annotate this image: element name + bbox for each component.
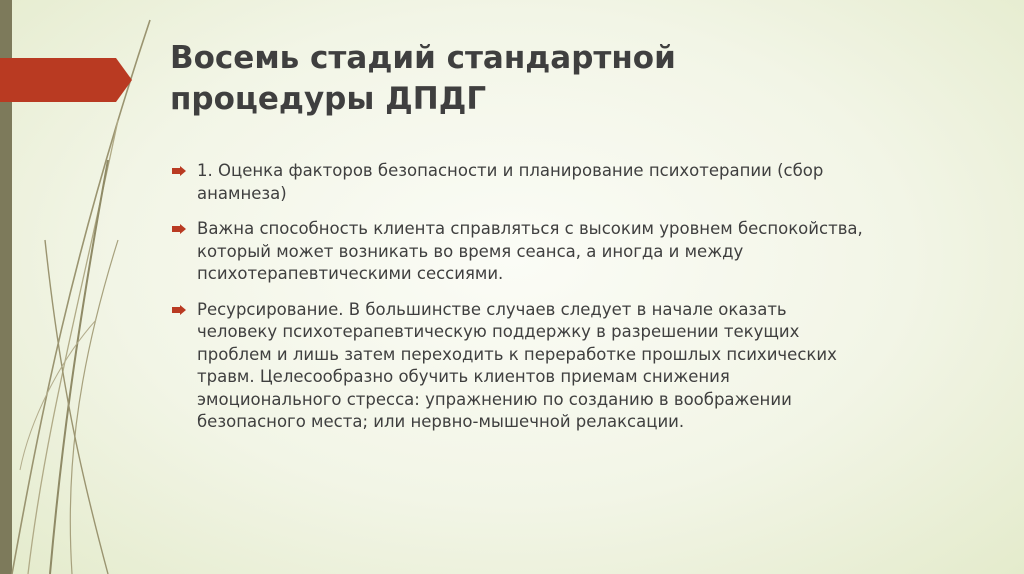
bullet-text-line: который может возникать во время сеанса, а иногда и между bbox=[197, 241, 744, 261]
bullet-text-line: травм. Целесообразно обучить клиентов приемам снижения bbox=[197, 367, 730, 386]
title-line: процедуры ДПДГ bbox=[170, 81, 487, 117]
bullet-text-line: Ресурсирование. В большинстве случаев следует в начале оказать bbox=[197, 299, 787, 319]
bullet-item bbox=[172, 299, 972, 434]
bullet-text-line: эмоционального стресса: упражнению по созданию в воображении bbox=[197, 389, 792, 409]
bullet-text-line: безопасного места; или нервно-мышечной релаксации. bbox=[197, 412, 685, 431]
bullet-text-line: человеку психотерапевтическую поддержку в разрешении текущих bbox=[197, 322, 800, 341]
bullet-text-line: Важна способность клиента справляться с высоким уровнем беспокойства, bbox=[197, 219, 863, 238]
arrow-bullet-icon bbox=[172, 305, 186, 315]
bullet-item bbox=[172, 160, 972, 205]
slide-title bbox=[170, 38, 970, 120]
title-line: Восемь стадий стандартной bbox=[170, 40, 676, 76]
bullet-item bbox=[172, 218, 972, 286]
bullet-text-line: анамнеза) bbox=[197, 183, 287, 203]
arrow-bullet-icon bbox=[172, 166, 186, 176]
bullet-text-line: 1. Оценка факторов безопасности и планирование психотерапии (сбор bbox=[197, 161, 824, 180]
bullet-text-line: проблем и лишь затем переходить к переработке прошлых психических bbox=[197, 344, 837, 364]
bullet-text-line: психотерапевтическими сессиями. bbox=[197, 264, 504, 283]
red-arrow-banner bbox=[0, 58, 132, 102]
bullet-list bbox=[172, 160, 972, 447]
arrow-bullet-icon bbox=[172, 224, 186, 234]
